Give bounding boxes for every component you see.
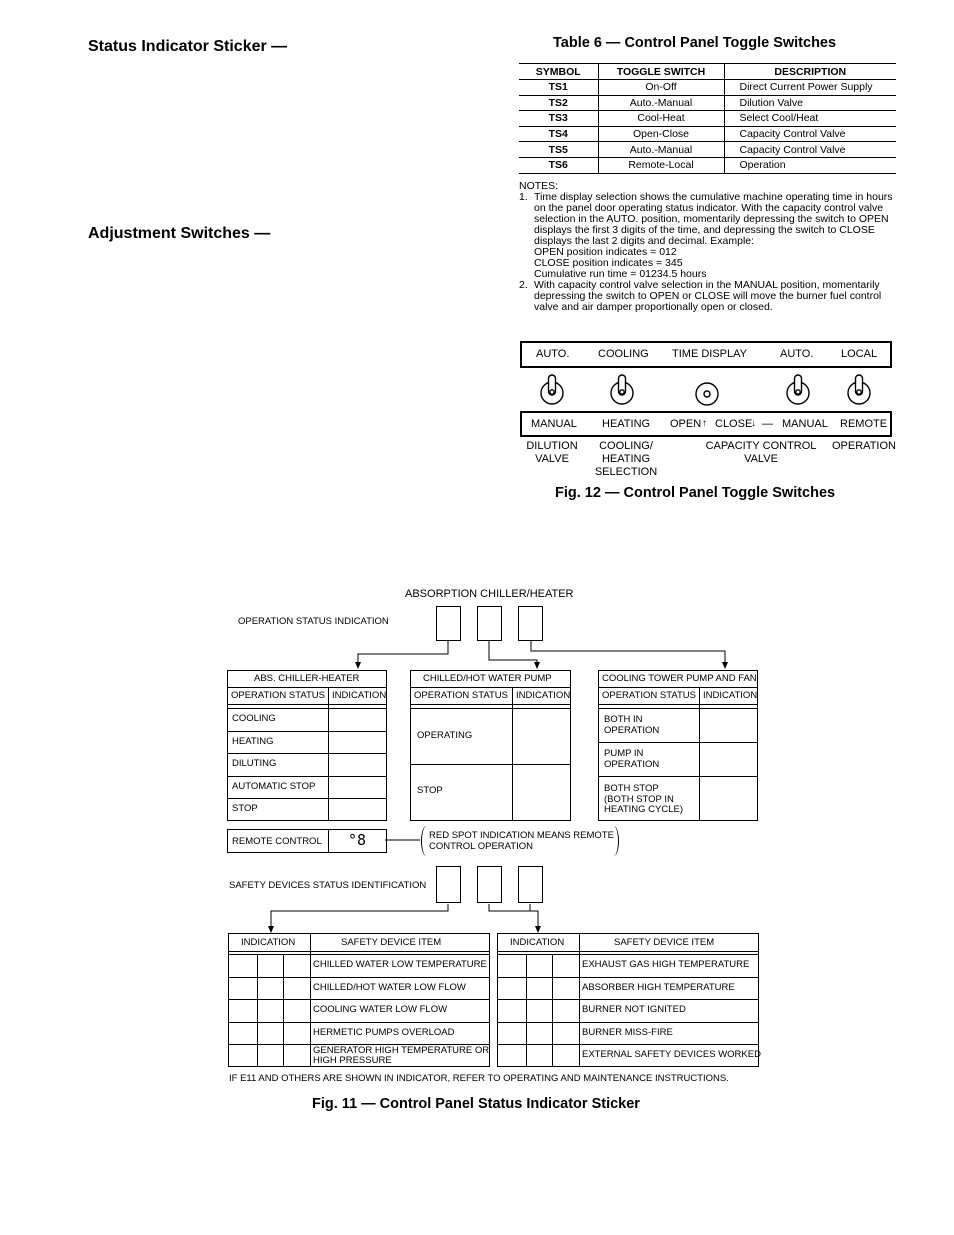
note-number: 2. xyxy=(519,279,528,291)
table6-title: Table 6 — Control Panel Toggle Switches xyxy=(553,35,837,51)
label-remote: REMOTE xyxy=(840,418,888,430)
safety-device-item: EXTERNAL SAFETY DEVICES WORKED xyxy=(582,1049,761,1060)
bracket-left-icon xyxy=(421,826,432,856)
description-cell: Dilution Valve xyxy=(724,95,896,111)
arrow-down-icon: ↓ xyxy=(751,418,756,429)
note-1-example: Cumulative run time = 01234.5 hours xyxy=(534,268,707,280)
cooling-tower-table xyxy=(598,670,758,821)
remote-control-label: REMOTE CONTROL xyxy=(232,836,322,847)
status-row-label: DILUTING xyxy=(232,758,277,769)
column-header: INDICATION xyxy=(516,690,571,701)
safety-device-item: HERMETIC PUMPS OVERLOAD xyxy=(313,1026,455,1038)
toggle-switch-cell: Remote-Local xyxy=(598,157,724,173)
status-row-label: AUTOMATIC STOP xyxy=(232,780,316,792)
label-open: OPEN xyxy=(670,418,702,430)
label-cooling: COOLING xyxy=(598,348,649,360)
symbol-cell: TS4 xyxy=(519,126,598,142)
symbol-cell: TS2 xyxy=(519,95,598,111)
digit-display-box xyxy=(477,866,502,903)
safety-device-item: BURNER MISS-FIRE xyxy=(582,1026,673,1038)
fig11-caption: Fig. 11 — Control Panel Status Indicator Sticker xyxy=(312,1096,640,1112)
toggle-switch-cell: Open-Close xyxy=(598,126,724,142)
note-number: 1. xyxy=(519,191,528,203)
toggle-switch-cell: Auto.-Manual xyxy=(598,142,724,158)
column-header: INDICATION xyxy=(241,937,296,948)
column-header: OPERATION STATUS xyxy=(231,690,325,701)
safety-table-1 xyxy=(228,933,490,1067)
description-cell: Capacity Control Valve xyxy=(724,126,896,142)
table6-header: TOGGLE SWITCH xyxy=(598,64,724,80)
table-title: COOLING TOWER PUMP AND FAN xyxy=(602,673,757,684)
table6-header: DESCRIPTION xyxy=(724,64,896,80)
label-close: CLOSE xyxy=(715,418,753,430)
label-heating: HEATING xyxy=(602,418,651,430)
description-cell: Capacity Control Valve xyxy=(724,142,896,158)
status-row-label: HEATING xyxy=(232,735,274,747)
chilled-hot-water-pump-table xyxy=(410,670,571,821)
description-cell: Select Cool/Heat xyxy=(724,111,896,127)
table-title: CHILLED/HOT WATER PUMP xyxy=(423,673,552,684)
safety-title: SAFETY DEVICES STATUS IDENTIFICATION xyxy=(229,880,427,891)
description-cell: Operation xyxy=(724,157,896,173)
status-row-label: STOP xyxy=(417,785,443,796)
abs-chiller-heater-table xyxy=(227,670,387,821)
heading-adjustment-switches: Adjustment Switches — xyxy=(88,225,271,242)
fig12-caption: Fig. 12 — Control Panel Toggle Switches xyxy=(555,485,836,501)
dash-icon: — xyxy=(762,418,773,430)
toggle-switch-cell: On-Off xyxy=(598,80,724,96)
label-auto-2: AUTO. xyxy=(780,348,814,360)
table-title: ABS. CHILLER-HEATER xyxy=(254,673,360,684)
label-cooling-heating-selection: COOLING/ HEATING SELECTION xyxy=(594,440,658,478)
digit-display-box xyxy=(436,866,461,903)
toggle-switch-cell: Auto.-Manual xyxy=(598,95,724,111)
safety-device-item: COOLING WATER LOW FLOW xyxy=(313,1004,448,1015)
column-header: INDICATION xyxy=(332,690,387,701)
note-1-example: OPEN position indicates = 012 xyxy=(534,246,677,258)
label-manual-2: MANUAL xyxy=(782,418,828,430)
label-manual: MANUAL xyxy=(531,418,577,430)
status-row-label: PUMP IN OPERATION xyxy=(604,748,660,770)
column-header: SAFETY DEVICE ITEM xyxy=(341,937,442,948)
column-header: OPERATION STATUS xyxy=(602,690,696,701)
symbol-cell: TS6 xyxy=(519,157,598,173)
note-1-example: CLOSE position indicates = 345 xyxy=(534,257,683,269)
digit-display-box xyxy=(518,866,543,903)
symbol-cell: TS3 xyxy=(519,111,598,127)
notes-title: NOTES: xyxy=(519,180,559,192)
safety-device-item: CHILLED WATER LOW TEMPERATURE xyxy=(313,959,487,970)
note-2-text: With capacity control valve selection in the MANUAL position, momentarily depressing the switch to OPEN or CLOSE will move the burner fuel control valve and air damper proportionally open or closed. xyxy=(534,279,882,313)
fig11-main-title: ABSORPTION CHILLER/HEATER xyxy=(405,588,574,600)
seven-segment-icon: °8 xyxy=(348,831,367,849)
status-row-label: COOLING xyxy=(232,713,276,724)
status-row-label: OPERATING xyxy=(417,730,473,741)
description-cell: Direct Current Power Supply xyxy=(724,80,896,96)
safety-device-item: ABSORBER HIGH TEMPERATURE xyxy=(582,981,735,993)
column-header: INDICATION xyxy=(703,690,758,701)
op-status-indication-label: OPERATION STATUS INDICATION xyxy=(238,616,389,627)
column-header: OPERATION STATUS xyxy=(414,690,508,701)
column-header: INDICATION xyxy=(510,937,565,948)
note-1-text: Time display selection shows the cumulative machine operating time in hours on the panel door operating status indicator. With the capacity control valve selection in the AUTO. position, momentarily depressing the switch to OPEN displays the first 3 digits of the time, and depressing the switch to CLOSE displays the last 2 digits and decimal. Example: xyxy=(534,191,893,247)
arrow-up-icon: ↑ xyxy=(702,418,707,429)
label-auto: AUTO. xyxy=(536,348,570,360)
safety-device-item: CHILLED/HOT WATER LOW FLOW xyxy=(313,981,466,993)
label-local: LOCAL xyxy=(841,348,878,360)
remote-control-box xyxy=(227,829,387,853)
symbol-cell: TS5 xyxy=(519,142,598,158)
safety-table-2 xyxy=(497,933,759,1067)
fig11-footnote: IF E11 AND OTHERS ARE SHOWN IN INDICATOR, REFER TO OPERATING AND MAINTENANCE INSTRUCTIONS. xyxy=(229,1073,729,1084)
safety-device-item: EXHAUST GAS HIGH TEMPERATURE xyxy=(582,959,750,970)
status-row-label: BOTH STOP (BOTH STOP IN HEATING CYCLE) xyxy=(604,783,684,815)
safety-device-item: GENERATOR HIGH TEMPERATURE OR HIGH PRESSURE xyxy=(313,1045,490,1066)
toggle-switch-cell: Cool-Heat xyxy=(598,111,724,127)
label-time-display: TIME DISPLAY xyxy=(672,348,747,360)
label-capacity-control-valve: CAPACITY CONTROL VALVE xyxy=(705,440,817,465)
safety-device-item: BURNER NOT IGNITED xyxy=(582,1004,686,1015)
heading-status-indicator: Status Indicator Sticker — xyxy=(88,38,288,55)
status-row-label: STOP xyxy=(232,803,258,814)
bracket-right-icon xyxy=(608,826,619,856)
label-operation: OPERATION xyxy=(832,440,896,452)
table6-header: SYMBOL xyxy=(519,64,598,80)
label-dilution-valve: DILUTION VALVE xyxy=(526,440,578,465)
column-header: SAFETY DEVICE ITEM xyxy=(614,937,715,948)
symbol-cell: TS1 xyxy=(519,80,598,96)
status-row-label: BOTH IN OPERATION xyxy=(604,714,660,736)
remote-note: RED SPOT INDICATION MEANS REMOTE CONTROL OPERATION xyxy=(429,830,614,852)
